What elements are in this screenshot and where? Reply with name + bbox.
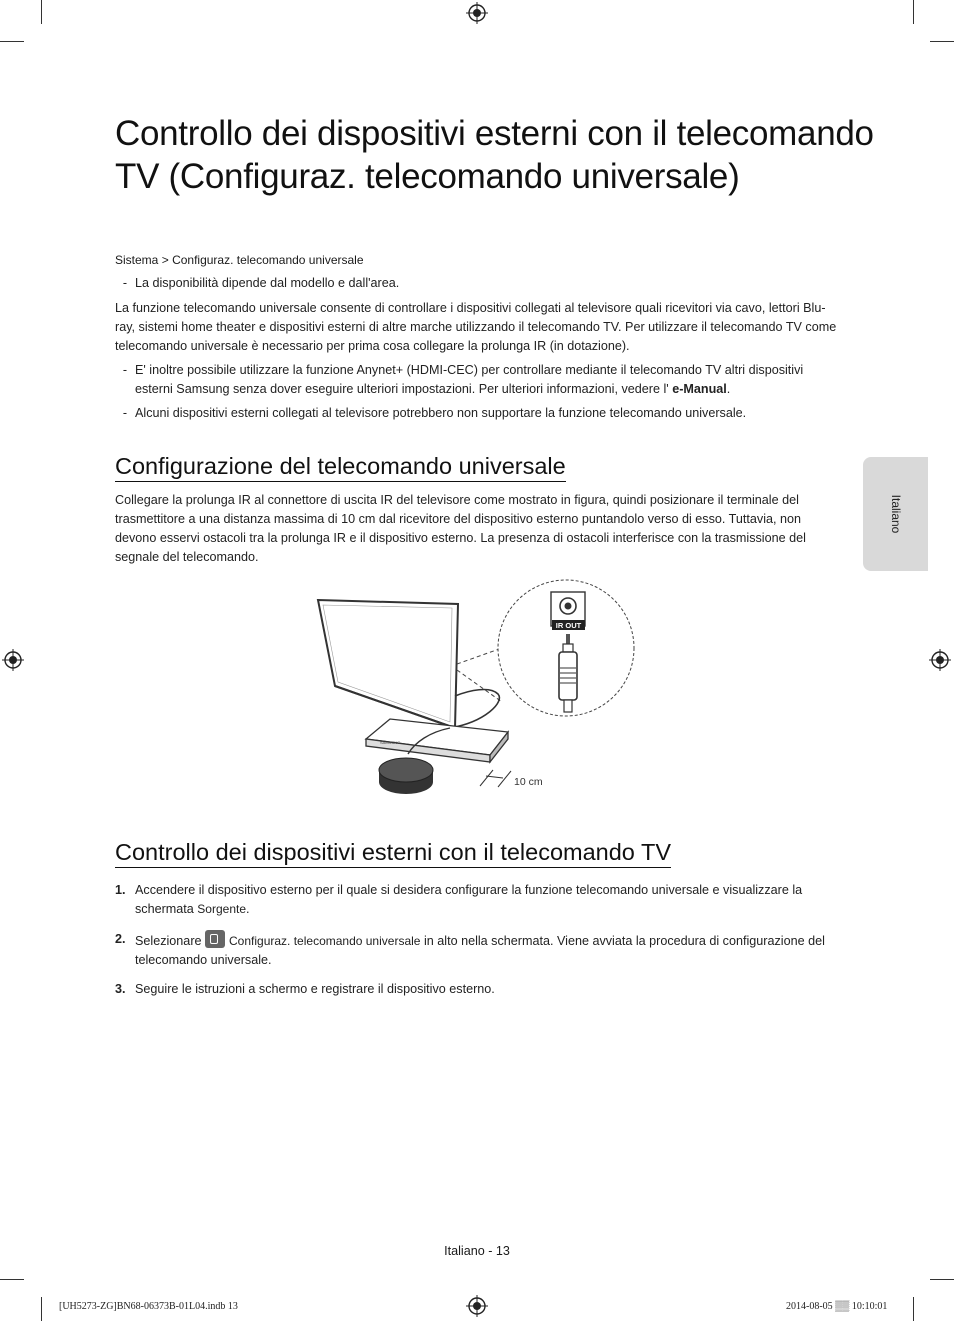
language-tab-label: Italiano bbox=[888, 494, 903, 534]
registration-mark-icon bbox=[2, 649, 24, 671]
crop-mark bbox=[0, 41, 24, 42]
crop-mark bbox=[41, 1297, 42, 1321]
intro-paragraph: La funzione telecomando universale consente di controllare i dispositivi collegati al televisore quali ricevitori via cavo, lettori Blu-ray, sistemi home theater e dispositivi esterni di altre marche utilizzando il telecomando TV. Per utilizzare il telecomando TV come telecomando universale è necessario per prima cosa collegare la prolunga IR (in dotazione). bbox=[115, 301, 837, 353]
section-heading-config: Configurazione del telecomando universale bbox=[115, 452, 566, 482]
config-remote-label: Configuraz. telecomando universale bbox=[229, 934, 421, 948]
note-availability: - La disponibilità dipende dal modello e dall'area. bbox=[122, 276, 400, 290]
ir-extender-diagram bbox=[300, 572, 645, 807]
section-heading-control: Controllo dei dispositivi esterni con il telecomando TV bbox=[115, 838, 671, 868]
sorgente-label: Sorgente bbox=[197, 902, 246, 916]
emanual-link[interactable]: e-Manual bbox=[672, 382, 727, 396]
print-slug-date: 2014-08-05 ▒▒ 10:10:01 bbox=[786, 1301, 888, 1312]
page-number: Italiano - 13 bbox=[444, 1244, 510, 1258]
print-slug-file: [UH5273-ZG]BN68-06373B-01L04.indb 13 bbox=[59, 1301, 238, 1312]
registration-mark-icon bbox=[466, 2, 488, 24]
tv-illustration bbox=[318, 600, 458, 728]
distance-label: 10 cm bbox=[514, 776, 543, 788]
steps-list bbox=[115, 881, 837, 999]
breadcrumb-item-config: Configuraz. telecomando universale bbox=[172, 253, 364, 267]
page-title: Controllo dei dispositivi esterni con il telecomando TV (Configuraz. telecomando universale) bbox=[115, 114, 874, 196]
note-anynet: - E' inoltre possibile utilizzare la funzione Anynet+ (HDMI-CEC) per controllare mediante il telecomando TV altri dispositivi esterni Samsung senza dover eseguire ulteriori impostazioni. Per ulteriori informazioni, vedere l' e-Manual. bbox=[122, 363, 804, 396]
step-1: 1. Accendere il dispositivo esterno per il quale si desidera configurare la funzione telecomando universale e visualizzare la schermata Sorgente. bbox=[115, 883, 803, 916]
registration-mark-icon bbox=[929, 649, 951, 671]
universal-remote-icon bbox=[205, 930, 225, 948]
note-unsupported: - Alcuni dispositivi esterni collegati al televisore potrebbero non supportare la funzione telecomando universale. bbox=[122, 406, 747, 420]
step-2: 2. Selezionare Configuraz. telecomando universale in alto nella schermata. Viene avviata la procedura di configurazione del telecomando universale. bbox=[115, 932, 825, 967]
crop-mark bbox=[913, 1297, 914, 1321]
registration-mark-icon bbox=[466, 1295, 488, 1317]
crop-mark bbox=[930, 1279, 954, 1280]
breadcrumb-separator: > bbox=[161, 253, 169, 267]
breadcrumb bbox=[115, 252, 364, 268]
device-brand-label: SAMSUNG bbox=[380, 740, 401, 745]
intro-block bbox=[115, 274, 837, 423]
language-side-tab bbox=[863, 457, 928, 571]
step-3: 3. Seguire le istruzioni a schermo e registrare il dispositivo esterno. bbox=[115, 982, 495, 996]
ir-out-label: IR OUT bbox=[555, 621, 582, 630]
section1-paragraph: Collegare la prolunga IR al connettore di uscita IR del televisore come mostrato in figura, quindi posizionare il terminale del trasmettitore a una distanza massima di 10 cm dal ricevitore del dispositivo esterno puntandolo verso di esso. Tuttavia, non devono esservi ostacoli tra la prolunga IR e il dispositivo esterno. La presenza di ostacoli interferisce con la trasmissione del segnale del telecomando. bbox=[115, 493, 806, 564]
crop-mark bbox=[0, 1279, 24, 1280]
ir-blaster-illustration bbox=[379, 758, 433, 794]
external-device-illustration bbox=[366, 719, 508, 762]
breadcrumb-item-sistema: Sistema bbox=[115, 253, 159, 267]
crop-mark bbox=[41, 0, 42, 24]
crop-mark bbox=[930, 41, 954, 42]
crop-mark bbox=[913, 0, 914, 24]
